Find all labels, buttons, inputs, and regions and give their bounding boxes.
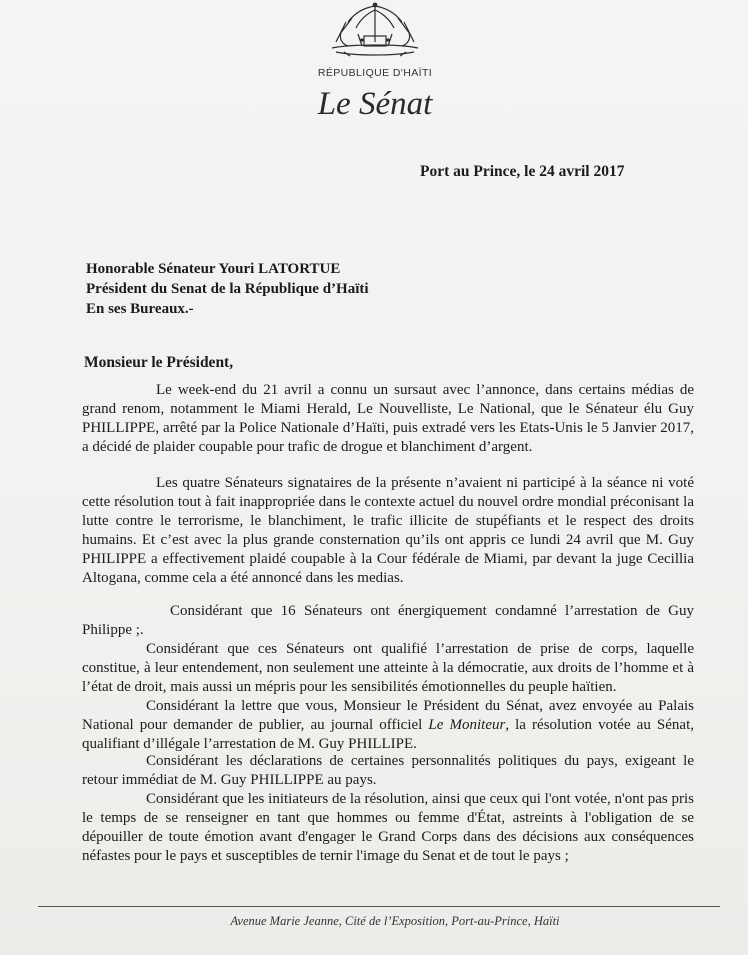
considerant-5	[82, 790, 694, 866]
letter-date: Port au Prince, le 24 avril 2017	[420, 163, 625, 180]
addressee-name: Honorable Sénateur Youri LATORTUE	[86, 261, 341, 277]
footer-divider	[38, 906, 720, 907]
footer-address: Avenue Marie Jeanne, Cité de l’Exposition, Port-au-Prince, Haïti	[230, 914, 560, 928]
coat-of-arms-icon	[322, 0, 428, 64]
considerant-4	[82, 752, 694, 790]
senate-title: Le Sénat	[317, 86, 433, 122]
paragraph-1-text: Le week-end du 21 avril a connu un sursaut avec l’annonce, dans certains médias de grand renom, notamment le Miami Herald, Le Nouvelliste, Le National, que le Sénateur élu Guy PHILLIPPE, arrêté par la Police Nationale d’Haïti, puis extradé vers les Etats-Unis le 5 Janvier 2017, a décidé de plaider coupable pour trafic de drogue et blanchiment d’argent.	[82, 382, 694, 455]
considerant-1	[82, 602, 694, 640]
considerant-3	[82, 697, 694, 754]
considerant-3-end: , la résolution votée au Sénat, qualifiant d’illégale l’arrestation de M. Guy PHILLIPE.	[82, 717, 694, 752]
considerant-1-text: Considérant que 16 Sénateurs ont énergiquement condamné l’arrestation de Guy Philippe ;.	[82, 603, 694, 638]
considerant-2-text: Considérant que ces Sénateurs ont qualifié l’arrestation de prise de corps, laquelle constitue, à leur entendement, non seulement une atteinte à la démocratie, aux droits de l’homme et à l’état de droit, mais aussi un mépris pour les sensibilités émotionnelles du peuple haïtien.	[82, 641, 694, 695]
moniteur-title: Le Moniteur	[428, 717, 506, 733]
republic-label: RÉPUBLIQUE D'HAÏTI	[317, 67, 433, 79]
salutation: Monsieur le Président,	[84, 354, 234, 371]
paragraph-2	[82, 474, 694, 588]
paragraph-2-text: Les quatre Sénateurs signataires de la présente n’avaient ni participé à la séance ni voté cette résolution tout à fait inappropriée dans le contexte actuel du nouvel ordre mondial préconisant la lutte contre le terrorisme, le blanchiment, le trafic illicite de stupéfiants et le respect des droits humains. Et c’est avec la plus grande consternation qu’ils ont appris ce lundi 24 avril que M. Guy PHILIPPE a effectivement plaidé coupable à la Cour fédérale de Miami, par devant la juge Cecillia Altogana, comme cela a été annoncé dans les medias.	[82, 475, 694, 586]
addressee-block	[86, 259, 646, 319]
considerant-4-text: Considérant les déclarations de certaines personnalités politiques du pays, exigeant le retour immédiat de M. Guy PHILLIPPE au pays.	[82, 753, 694, 788]
addressee-title: Président du Senat de la République d’Haïti	[86, 281, 369, 297]
considerant-3-text	[82, 697, 694, 754]
addressee-location: En ses Bureaux.-	[86, 301, 194, 317]
considerant-3-start: Considérant la lettre que vous, Monsieur le Président du Sénat, avez envoyée au Palais National pour demander de publier, au journal officiel	[82, 698, 694, 733]
paragraph-1	[82, 381, 694, 457]
considerant-5-text: Considérant que les initiateurs de la résolution, ainsi que ceux qui l'ont votée, n'ont pas pris le temps de se renseigner en tant que hommes ou femme d'État, astreints à l'obligation de se dépouiller de toute émotion avant d'engager le Grand Corps dans des décisions aux conséquences néfastes pour le pays et susceptibles de ternir l'image du Senat et de tout le pays ;	[82, 791, 694, 864]
considerant-2	[82, 640, 694, 697]
